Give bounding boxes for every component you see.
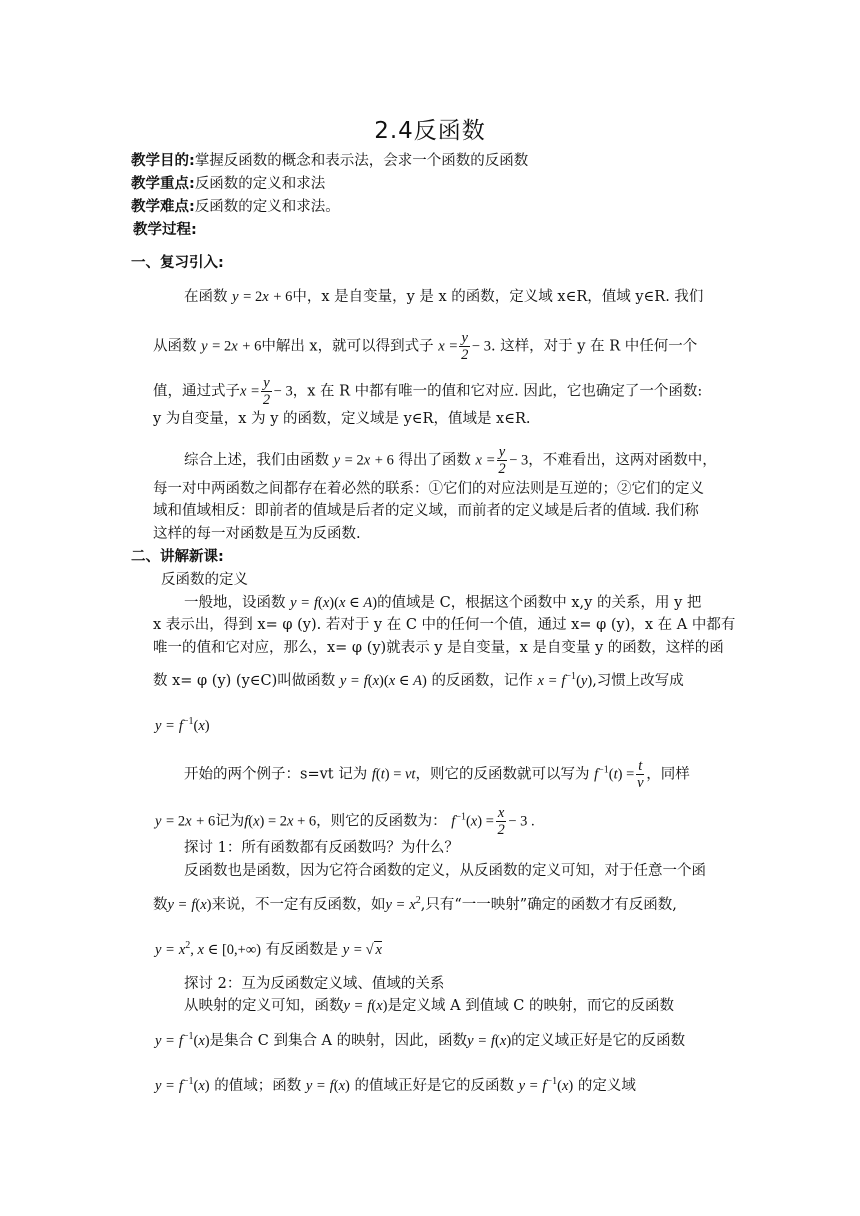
paragraph-line: x 表示出，得到 x= φ (y). 若对于 y 在 C 中的任何一个值，通过 x= φ (y)，x 在 A 中都有 (153, 617, 736, 633)
key-label: 教学重点: (131, 176, 195, 192)
paragraph-line: 域和值域相反：即前者的值域是后者的定义域，而前者的定义域是后者的值域. 我们称 (153, 503, 699, 519)
fraction: $\frac{y}{2}$ (461, 330, 469, 363)
paragraph-line: 数 x= φ (y) (y∈C)叫做函数 y = f(x)(x ∈ A) 的反函数，记作 $x = f^{-1}(y)$,习惯上改写成 (153, 671, 684, 689)
paragraph-line: 一般地，设函数 y = f(x)(x ∈ A)的值域是 C，根据这个函数中 x,y 的关系，用 y 把 (184, 595, 702, 611)
paragraph-line: 综合上述，我们由函数 y = 2x + 6 得出了函数 x = $\frac{y}{2}$ − 3，不难看出，这两对函数中， (184, 444, 717, 477)
paragraph-line: 反函数也是函数，因为它符合函数的定义，从反函数的定义可知，对于任意一个函 (184, 863, 706, 879)
paragraph-line: 在函数 y = 2x + 6中，x 是自变量，y 是 x 的函数，定义域 x∈R，值域 y∈R. 我们 (184, 289, 704, 305)
paragraph-line: 这样的每一对函数是互为反函数. (153, 526, 361, 542)
diff-label: 教学难点: (131, 199, 195, 215)
paragraph-line: y = 2x + 6记为f(x) = 2x + 6，则它的反函数为： $f^{-1}(x)$ = $\frac{x}{2}$ − 3 . (155, 805, 535, 838)
discussion-2: 探讨 2：互为反函数定义域、值域的关系 (184, 976, 445, 992)
paragraph-line: $y = f^{-1}(x)$ 的值域；函数 y = f(x) 的值域正好是它的反函数 $y = f^{-1}(x)$ 的定义域 (155, 1076, 636, 1094)
paragraph-line: 开始的两个例子：s=vt 记为 f(t) = vt，则它的反函数就可以写为 $f^{-1}(t)$ = $\frac{t}{v}$ ，同样 (184, 758, 690, 791)
fraction: $\frac{t}{v}$ (637, 758, 644, 791)
subheading: 反函数的定义 (161, 572, 248, 588)
paragraph-line: 唯一的值和它对应，那么，x= φ (y)就表示 y 是自变量，x 是自变量 y 的函数，这样的函 (153, 640, 724, 656)
teaching-key (131, 174, 325, 194)
teaching-goal (131, 151, 528, 171)
paragraph-line: y 为自变量，x 为 y 的函数，定义域是 y∈R，值域是 x∈R. (153, 411, 531, 427)
diff-text: 反函数的定义和求法。 (194, 199, 340, 215)
formula-line: $y = f^{-1}(x)$ (155, 716, 210, 734)
teaching-process (133, 220, 197, 240)
paragraph-line: $y = x^2$, x ∈ [0,+∞) 有反函数是 y = √ x (155, 940, 382, 958)
page-title: 2.4反函数 (374, 118, 486, 144)
paragraph-line: 值，通过式子x = $\frac{y}{2}$ − 3，x 在 R 中都有唯一的值和它对应. 因此，它也确定了一个函数: (153, 375, 703, 408)
discussion-1: 探讨 1：所有函数都有反函数吗？为什么？ (184, 840, 459, 856)
fraction: $\frac{y}{2}$ (498, 444, 506, 477)
process-label: 教学过程: (133, 222, 197, 238)
teaching-difficulty (131, 197, 340, 217)
section-heading-review: 一、复习引入: (131, 255, 224, 271)
key-text: 反函数的定义和求法 (194, 176, 326, 192)
paragraph-line: 从映射的定义可知，函数y = f(x)是定义域 A 到值域 C 的映射，而它的反函数 (184, 998, 675, 1014)
paragraph-line: 从函数 y = 2x + 6中解出 x，就可以得到式子 x = $\frac{y}{2}$ − 3. 这样，对于 y 在 R 中任何一个 (153, 330, 698, 363)
paragraph-line: 数y = f(x)来说，不一定有反函数，如$y = x^2$,只有“一一映射”确定的函数才有反函数, (153, 895, 677, 913)
goal-text: 掌握反函数的概念和表示法，会求一个函数的反函数 (194, 153, 529, 169)
fraction: $\frac{x}{2}$ (497, 805, 505, 838)
paragraph-line: $y = f^{-1}(x)$是集合 C 到集合 A 的映射，因此，函数y = f(x)的定义域正好是它的反函数 (155, 1031, 686, 1049)
fraction: $\frac{y}{2}$ (262, 375, 271, 408)
section-heading-new: 二、讲解新课: (131, 549, 224, 565)
paragraph-line: 每一对中两函数之间都存在着必然的联系：①它们的对应法则是互逆的；②它们的定义 (153, 481, 704, 497)
goal-label: 教学目的: (131, 153, 195, 169)
